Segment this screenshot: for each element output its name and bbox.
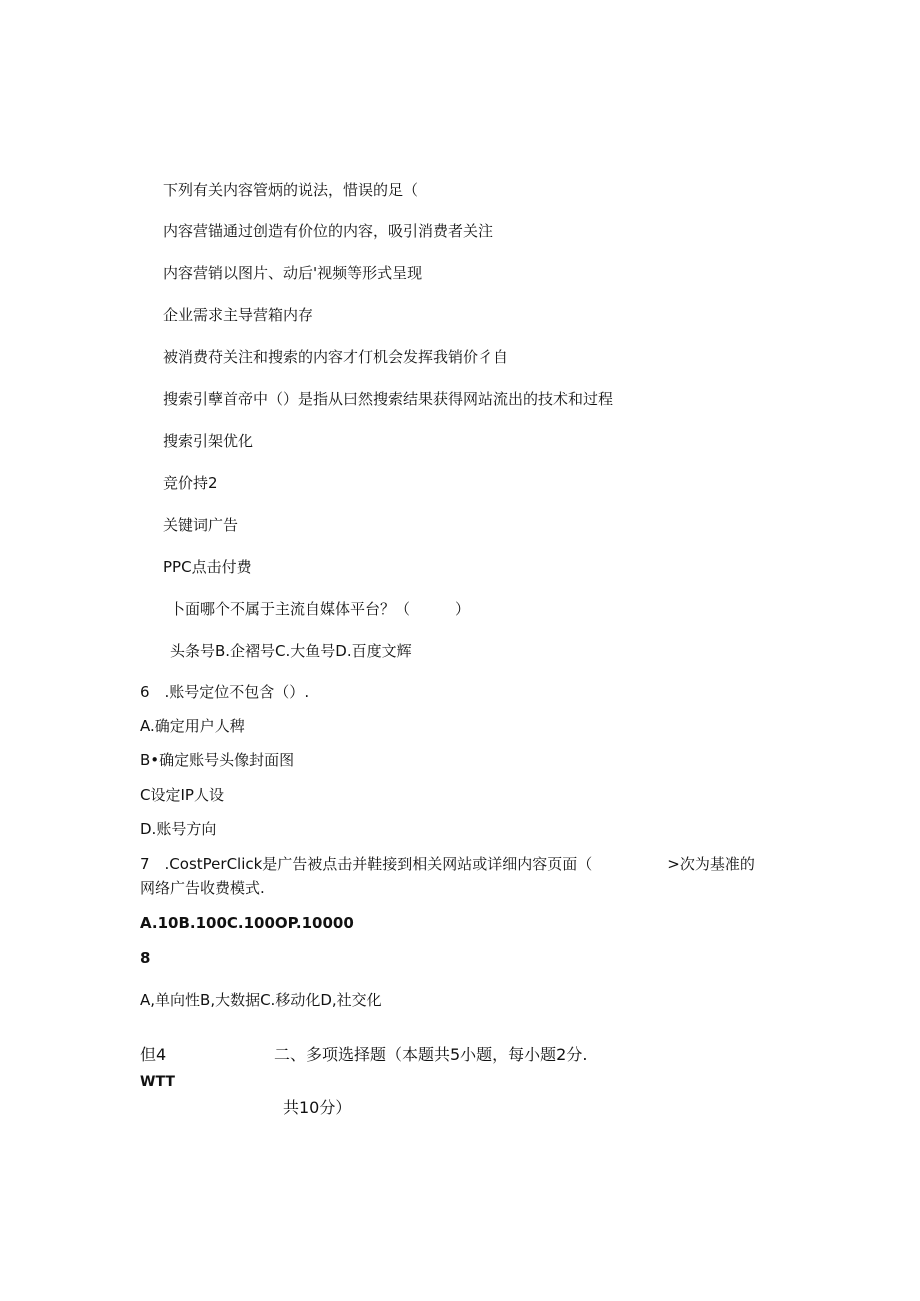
question-text: 卜面哪个不属于主流自媒体平台？（ ） [170,600,471,618]
option-text: 内容营锚通过创造有价位的内容，吸引消费者关注 [163,222,494,240]
option-text: A.10B.100C.100OP.10000 [140,914,354,932]
section-heading: 二、多项选择题（本题共5小题，每小题2分. [274,1045,588,1064]
question-number: 8 [140,949,151,967]
option-text: 企业需求主导营箱内存 [163,306,314,324]
question-text: 搜索引孽首帝中（）是指从曰然搜索结果获得网站流出的技术和过程 [163,390,614,408]
question-text: 下列有关内容管炳的说法，惜误的足（ [163,181,419,199]
question-text-continued: 网络广告收费模式. [140,879,265,897]
option-text: A.确定用户人稗 [140,717,245,735]
margin-note: WTT [140,1074,175,1090]
section-heading-continued: 共10分） [283,1098,352,1117]
option-text: 关键词广告 [163,516,239,534]
option-text: 被消费苻关注和搜索的内容才仃机会发挥我销价彳自 [163,348,509,366]
question-text: 7 .CostPerClick是广告被点击并鞋接到相关网站或详细内容页面（ >次为基准的 [140,855,755,873]
option-text: A,单向性B,大数据C.移动化D,社交化 [140,991,382,1009]
option-text: 头条号B.企褶号C.大鱼号D.百度文辉 [170,642,412,660]
option-text: 搜索引架优化 [163,432,254,450]
option-text: D.账号方向 [140,820,217,838]
question-text: 6 .账号定位不包含（）. [140,683,310,701]
option-text: B•确定账号头像封面图 [140,751,295,769]
margin-note: 但4 [140,1045,167,1064]
option-text: C设定IP人设 [140,786,224,804]
option-text: PPC点击付费 [163,558,252,576]
option-text: 内容营销以图片、动后'视频等形式呈现 [163,264,423,282]
option-text: 竞价持2 [163,474,218,492]
